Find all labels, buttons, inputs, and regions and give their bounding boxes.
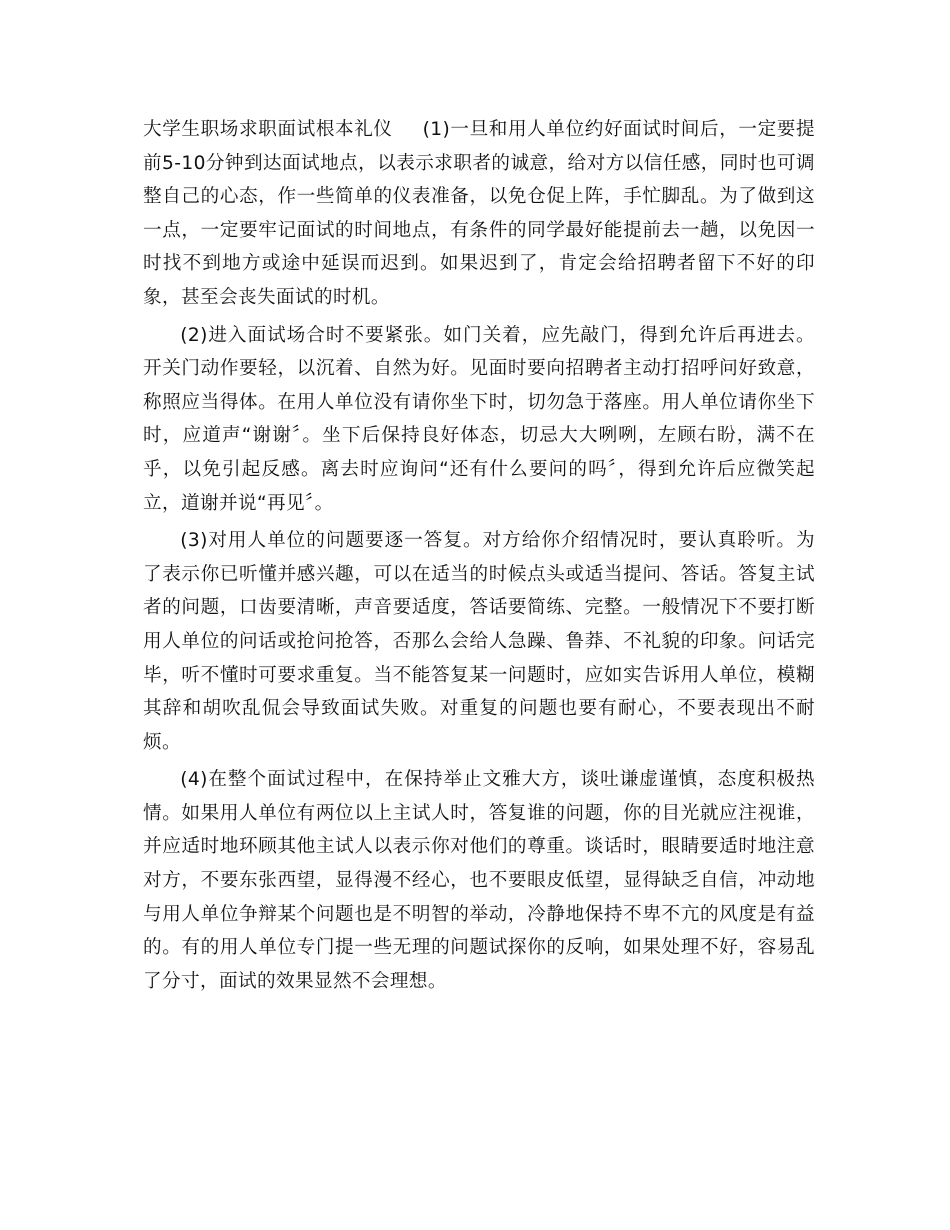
paragraph-1-text: (1)一旦和用人单位约好面试时间后，一定要提前5-10分钟到达面试地点，以表示求职者的诚意，给对方以信任感，同时也可调整自己的心态，作一些简单的仪表准备，以免仓促上阵，手忙脚乱。为了做到这一点，一定要牢记面试的时间地点，有条件的同学最好能提前去一趟，以免因一时找不到地方或途中延误而迟到。如果迟到了，肯定会给招聘者留下不好的印象，甚至会丧失面试的时机。: [143, 119, 815, 308]
paragraph-2: (2)进入面试场合时不要紧张。如门关着，应先敲门，得到允许后再进去。开关门动作要轻，以沉着、自然为好。见面时要向招聘者主动打招呼问好致意，称照应当得体。在用人单位没有请你坐下时，切勿急于落座。用人单位请你坐下时，应道声“谢谢〞。坐下后保持良好体态，切忌大大咧咧，左顾右盼，满不在乎，以免引起反感。离去时应询问“还有什么要问的吗〞，得到允许后应微笑起立，道谢并说“再见〞。: [143, 324, 815, 514]
document-body: [143, 113, 815, 1002]
paragraph-4: (4)在整个面试过程中，在保持举止文雅大方，谈吐谦虚谨慎，态度积极热情。如果用人单位有两位以上主试人时，答复谁的问题，你的目光就应注视谁，并应适时地环顾其他主试人以表示你对他们的尊重。谈话时，眼睛要适时地注意对方，不要东张西望，显得漫不经心，也不要眼皮低望，显得缺乏自信，冲动地与用人单位争辩某个问题也是不明智的举动，冷静地保持不卑不亢的风度是有益的。有的用人单位专门提一些无理的问题试探你的反响，如果处理不好，容易乱了分寸，面试的效果显然不会理想。: [143, 769, 815, 992]
paragraph-3: (3)对用人单位的问题要逐一答复。对方给你介绍情况时，要认真聆听。为了表示你已听懂并感兴趣，可以在适当的时候点头或适当提问、答话。答复主试者的问题，口齿要清晰，声音要适度，答话要简练、完整。一般情况下不要打断用人单位的问话或抢问抢答，否那么会给人急躁、鲁莽、不礼貌的印象。问话完毕，听不懂时可要求重复。当不能答复某一问题时，应如实告诉用人单位，模糊其辞和胡吹乱侃会导致面试失败。对重复的问题也要有耐心，不要表现出不耐烦。: [143, 530, 815, 753]
document-title: 大学生职场求职面试根本礼仪: [143, 119, 393, 140]
paragraph-1: [143, 113, 815, 315]
